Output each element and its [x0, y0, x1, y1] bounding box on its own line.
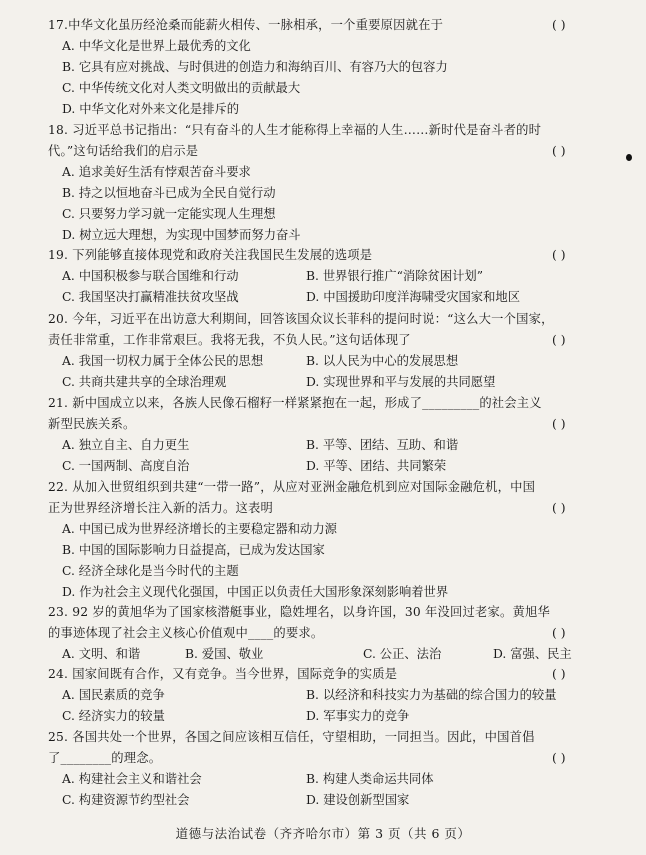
answer-parentheses: ( ) [552, 626, 566, 640]
question-stem: 的事迹体现了社会主义核心价值观中____的要求。 ( ) [48, 623, 608, 644]
option-row [48, 456, 608, 477]
answer-parentheses: ( ) [552, 417, 566, 431]
option: C. 构建资源节约型社会 [62, 793, 190, 807]
question-stem: 18. 习近平总书记指出：“只有奋斗的人生才能称得上幸福的人生……新时代是奋斗者的时 [48, 123, 542, 137]
option-row [48, 351, 608, 372]
question-25 [48, 727, 608, 811]
option: B. 以人民为中心的发展思想 [306, 354, 459, 368]
option: D. 平等、团结、共同繁荣 [306, 459, 447, 473]
option: A. 我国一切权力属于全体公民的思想 [62, 354, 264, 368]
option: C. 我国坚决打赢精准扶贫攻坚战 [62, 290, 239, 304]
option: D. 中华文化对外来文化是排斥的 [62, 102, 240, 116]
option-row [48, 266, 608, 287]
question-stem: 21. 新中国成立以来，各族人民像石榴籽一样紧紧抱在一起，形成了_________的社会主义 [48, 396, 542, 410]
option: D. 实现世界和平与发展的共同愿望 [306, 375, 496, 389]
question-17 [48, 15, 608, 120]
option: C. 中华传统文化对人类文明做出的贡献最大 [62, 81, 301, 95]
answer-parentheses: ( ) [552, 751, 566, 765]
option: D. 中国援助印度洋海啸受灾国家和地区 [306, 290, 520, 304]
question-22 [48, 477, 608, 603]
option: C. 共商共建共享的全球治理观 [62, 375, 227, 389]
option: D. 富强、民主 [493, 647, 572, 661]
option: B. 持之以恒地奋斗已成为全民自觉行动 [62, 186, 276, 200]
question-stem: 23. 92 岁的黄旭华为了国家核潜艇事业，隐姓埋名，以身许国，30 年没回过老家。黄旭华 [48, 605, 550, 619]
option-row [48, 287, 608, 308]
option-row [48, 706, 608, 727]
option: A. 国民素质的竞争 [62, 688, 165, 702]
question-18 [48, 120, 608, 246]
option: B. 平等、团结、互助、和谐 [306, 438, 459, 452]
page-footer: 道德与法治试卷（齐齐哈尔市）第 3 页（共 6 页） [175, 826, 471, 841]
question-stem: 24. 国家间既有合作，又有竞争。当今世界，国际竞争的实质是 ( ) [48, 664, 608, 685]
option: A. 追求美好生活有悖艰苦奋斗要求 [62, 165, 251, 179]
option: C. 经济全球化是当今时代的主题 [62, 564, 239, 578]
question-stem: 正为世界经济增长注入新的活力。这表明 ( ) [48, 498, 608, 519]
option-row [48, 769, 608, 790]
question-stem: 代。”这句话给我们的启示是 ( ) [48, 141, 608, 162]
question-stem: 20. 今年，习近平在出访意大利期间，回答该国众议长菲科的提问时说：“这么大一个国家， [48, 312, 554, 326]
question-stem: 责任非常重，工作非常艰巨。我将无我，不负人民。”这句话体现了 ( ) [48, 330, 608, 351]
option: C. 一国两制、高度自治 [62, 459, 190, 473]
option: C. 只要努力学习就一定能实现人生理想 [62, 207, 276, 221]
option: C. 公正、法治 [363, 647, 442, 661]
answer-parentheses: ( ) [552, 667, 566, 681]
option: D. 树立远大理想，为实现中国梦而努力奋斗 [62, 228, 301, 242]
option: A. 中华文化是世界上最优秀的文化 [62, 39, 251, 53]
option-row [48, 685, 608, 706]
question-19 [48, 245, 608, 308]
question-21 [48, 393, 608, 477]
option: C. 经济实力的较量 [62, 709, 165, 723]
option: D. 建设创新型国家 [306, 793, 410, 807]
option: D. 军事实力的竞争 [306, 709, 410, 723]
ink-spot [626, 154, 632, 161]
question-stem: 22. 从加入世贸组织到共建“一带一路”，从应对亚洲金融危机到应对国际金融危机，中国 [48, 480, 536, 494]
option: B. 以经济和科技实力为基础的综合国力的较量 [306, 688, 557, 702]
question-stem: 17.中华文化虽历经沧桑而能薪火相传、一脉相承，一个重要原因就在于 ( ) [48, 15, 608, 36]
option-row [48, 644, 608, 665]
option: B. 中国的国际影响力日益提高，已成为发达国家 [62, 543, 325, 557]
option: B. 它具有应对挑战、与时俱进的创造力和海纳百川、有容乃大的包容力 [62, 60, 448, 74]
option: B. 构建人类命运共同体 [306, 772, 434, 786]
option-row [48, 790, 608, 811]
answer-parentheses: ( ) [552, 144, 566, 158]
option-row [48, 372, 608, 393]
option: A. 文明、和谐 [62, 647, 141, 661]
option: A. 构建社会主义和谐社会 [62, 772, 202, 786]
option: B. 世界银行推广“消除贫困计划” [306, 269, 483, 283]
option-row [48, 435, 608, 456]
answer-parentheses: ( ) [552, 333, 566, 347]
option: A. 独立自主、自力更生 [62, 438, 190, 452]
answer-parentheses: ( ) [552, 18, 566, 32]
question-20 [48, 309, 608, 393]
answer-parentheses: ( ) [552, 501, 566, 515]
question-stem: 25. 各国共处一个世界，各国之间应该相互信任，守望相助，一同担当。因此，中国首倡 [48, 730, 535, 744]
option: A. 中国积极参与联合国维和行动 [62, 269, 239, 283]
question-stem: 19. 下列能够直接体现党和政府关注我国民生发展的选项是 ( ) [48, 245, 608, 266]
question-stem: 新型民族关系。 ( ) [48, 414, 608, 435]
question-24 [48, 664, 608, 727]
question-23 [48, 602, 608, 665]
option: B. 爱国、敬业 [185, 647, 264, 661]
option: A. 中国已成为世界经济增长的主要稳定器和动力源 [62, 522, 337, 536]
question-stem: 了________的理念。 ( ) [48, 748, 608, 769]
option: D. 作为社会主义现代化强国，中国正以负责任大国形象深刻影响着世界 [62, 585, 449, 599]
answer-parentheses: ( ) [552, 248, 566, 262]
